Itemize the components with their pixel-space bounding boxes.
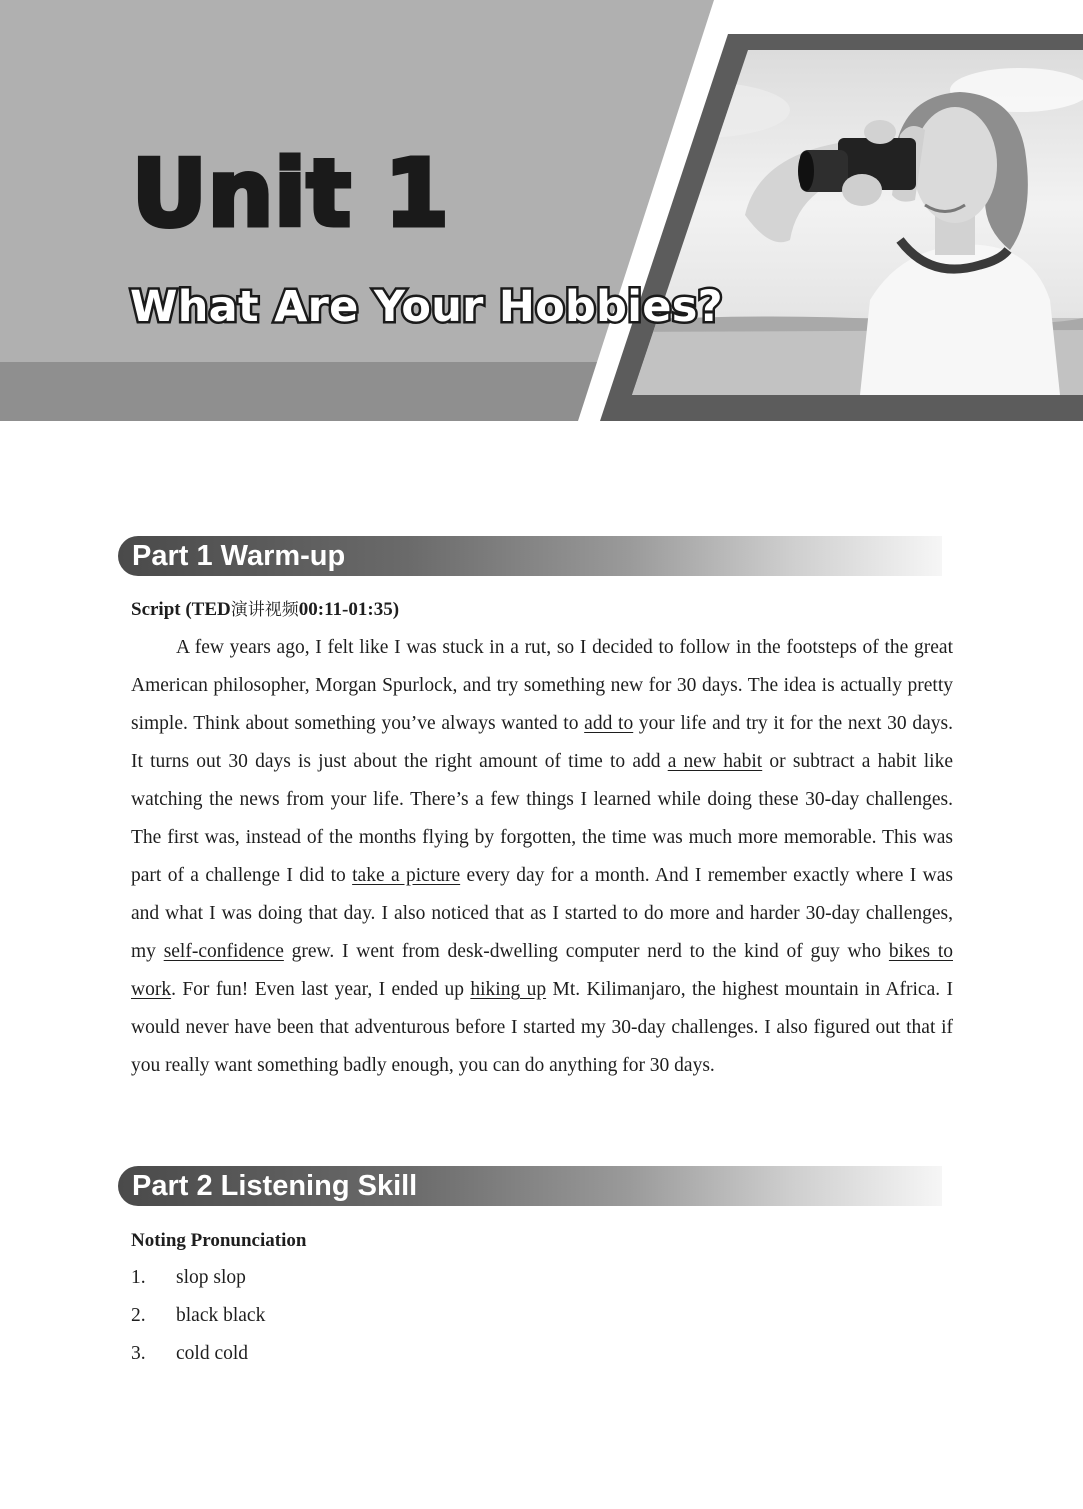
script-label [131, 598, 399, 622]
item-number: 3. [131, 1343, 146, 1364]
passage-text: your life and try it for the next 30 days. It turns out 30 days is just about the right amount of time to add [131, 713, 953, 772]
underlined-phrase: self-confidence [163, 941, 284, 962]
passage-text: Mt. Kilimanjaro, the highest mountain in Africa. I would never have been that adventurous before I started my 30-day challenges. I also figured out that if you really want something badly enough, you can do anything for 30 days. [131, 979, 953, 1076]
item-text: black black [176, 1305, 266, 1326]
script-source-prefix: (TED [185, 599, 231, 620]
underlined-phrase: add to [584, 713, 634, 734]
item-text: cold cold [176, 1343, 249, 1364]
passage-text: A few years ago, I felt like I was stuck in a rut, so I decided to follow in the footsteps of the great American philosopher, Morgan Spurlock, and try something new for 30 days. The idea is actually pretty simple. Think about something you’ve always wanted to [131, 637, 953, 734]
part1-header: Part 1 Warm-up [118, 536, 942, 576]
underlined-phrase: hiking up [470, 979, 547, 1000]
pronunciation-list [131, 1259, 265, 1373]
unit-banner [0, 0, 1083, 421]
unit-title: Unit 1 [132, 140, 450, 247]
underlined-phrase: a new habit [667, 751, 763, 772]
list-item [131, 1259, 265, 1297]
item-number: 1. [131, 1267, 146, 1288]
item-number: 2. [131, 1305, 146, 1326]
list-item [131, 1297, 265, 1335]
passage-text: or subtract a habit like watching the news from your life. There’s a few things I learned while doing these 30-day challenges. The first was, instead of the months flying by forgotten, the time was much more memorable. This was part of a challenge I did to [131, 751, 953, 886]
script-source-time: 00:11-01:35) [298, 599, 400, 620]
passage-text: . For fun! Even last year, I ended up [171, 979, 471, 1000]
list-item [131, 1335, 265, 1373]
underlined-phrase: bikes to work [131, 941, 953, 1000]
unit-subtitle: What Are Your Hobbies? [130, 282, 723, 332]
skill-label: Noting Pronunciation [131, 1230, 307, 1251]
item-text: slop slop [176, 1267, 246, 1288]
script-label-text: Script [131, 599, 181, 620]
script-source-cn: 演讲视频 [230, 600, 299, 620]
passage-text: every day for a month. And I remember exactly where I was and what I was doing that day. I also noticed that as I started to do more and harder 30-day challenges, my [131, 865, 954, 962]
passage-text: grew. I went from desk-dwelling computer nerd to the kind of guy who [283, 941, 889, 962]
warmup-passage [131, 629, 953, 1085]
part2-header: Part 2 Listening Skill [118, 1166, 942, 1206]
underlined-phrase: take a picture [352, 865, 461, 886]
